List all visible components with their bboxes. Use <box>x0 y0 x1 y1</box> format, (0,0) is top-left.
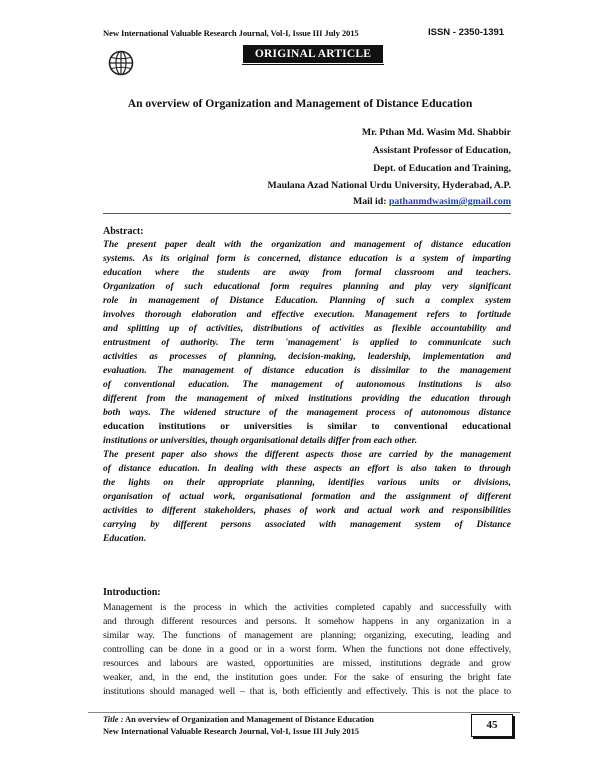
author-email-link[interactable]: pathanmdwasim@gmail.com <box>388 196 511 207</box>
abstract-line: of distance education. In dealing with these aspects an effort is also taken to through <box>103 463 511 474</box>
abstract-heading: Abstract: <box>103 226 144 237</box>
author-name: Mr. Pthan Md. Wasim Md. Shabbir <box>361 127 511 138</box>
footer-divider <box>88 712 520 713</box>
abstract-line: education where the students are away from formal classroom and teachers. <box>103 267 511 278</box>
abstract-line: carrying by different persons associated with management system of Distance <box>103 519 511 530</box>
abstract-line: institutions or universities, though organisational details differ from each other. <box>103 435 418 446</box>
globe-logo-icon <box>108 50 134 76</box>
abstract-line: activities as processes of planning, decision-making, leadership, implementation and <box>103 351 511 362</box>
original-article-badge: ORIGINAL ARTICLE <box>243 45 383 63</box>
footer-title-text: An overview of Organization and Management of Distance Education <box>125 715 374 724</box>
section-divider <box>103 213 511 214</box>
issn-label: ISSN - 2350-1391 <box>428 27 505 38</box>
intro-line: similar way. The functions of management are planning; organizing, executing, leading and <box>103 630 511 641</box>
abstract-line: the lights on their appropriate planning, identifies various units or divisions, <box>103 477 511 488</box>
abstract-line: evaluation. The management of distance education is dissimilar to the management <box>103 365 511 376</box>
author-university: Maulana Azad National Urdu University, Hyderabad, A.P. <box>267 180 511 191</box>
intro-line: and through different resources and persons. It somehow happens in any organization in a <box>103 616 511 627</box>
author-position: Assistant Professor of Education, <box>372 145 511 156</box>
intro-line: weaker, and, in the end, the institution goes under. For the sake of ensuring the bright fate <box>103 672 511 683</box>
intro-line: institutions should managed well – that is, both efficiently and effectively. This is not the place to <box>103 686 511 697</box>
abstract-line: entrustment of authority. The term 'management' is applied to communicate such <box>103 337 511 348</box>
footer-title <box>103 715 374 724</box>
journal-header: New International Valuable Research Journal, Vol-I, Issue III July 2015 <box>103 28 359 38</box>
footer-title-label: Title : <box>103 715 124 724</box>
abstract-line: Organization of such educational form requires planning and play very significant <box>103 281 511 292</box>
abstract-line: education institutions or universities is similar to conventional educational <box>103 421 511 432</box>
author-department: Dept. of Education and Training, <box>373 163 511 174</box>
page-number: 45 <box>471 714 513 737</box>
badge-underline <box>242 64 384 65</box>
abstract-line: activities to different stakeholders, phases of work and actual work and responsibilities <box>103 505 511 516</box>
mail-label: Mail id: <box>353 196 387 207</box>
abstract-line: The present paper dealt with the organization and management of distance education <box>103 239 511 250</box>
abstract-line: systems. As its original form is concerned, distance education is a system of imparting <box>103 253 511 264</box>
abstract-line: involves thorough elaboration and effective execution. Management refers to fortitude <box>103 309 511 320</box>
abstract-line: of conventional education. The management of autonomous institutions is also <box>103 379 511 390</box>
abstract-line: and splitting up of activities, distributions of activities as flexible accountability and <box>103 323 511 334</box>
abstract-line: Education. <box>103 533 147 544</box>
abstract-line: different from the management of mixed institutions providing the education through <box>103 393 511 404</box>
author-mail-row <box>353 196 511 207</box>
footer-journal: New International Valuable Research Journal, Vol-I, Issue III July 2015 <box>103 727 360 736</box>
abstract-line: both ways. The widened structure of the management process of autonomous distance <box>103 407 511 418</box>
introduction-heading: Introduction: <box>103 587 161 598</box>
intro-line: controlling can be done in a good or in a worst form. When the functions not done effectively, <box>103 644 511 655</box>
abstract-line: organisation of actual work, organisational formation and the assignment of different <box>103 491 511 502</box>
abstract-line: role in management of Distance Education. Planning of such a complex system <box>103 295 511 306</box>
intro-line: resources and labours are wasted, opportunities are missed, institutions degrade and grow <box>103 658 511 669</box>
paper-title: An overview of Organization and Management of Distance Education <box>127 97 473 110</box>
intro-line: Management is the process in which the activities completed capably and successfully with <box>103 602 511 613</box>
abstract-line: The present paper also shows the different aspects those are carried by the management <box>103 449 511 460</box>
